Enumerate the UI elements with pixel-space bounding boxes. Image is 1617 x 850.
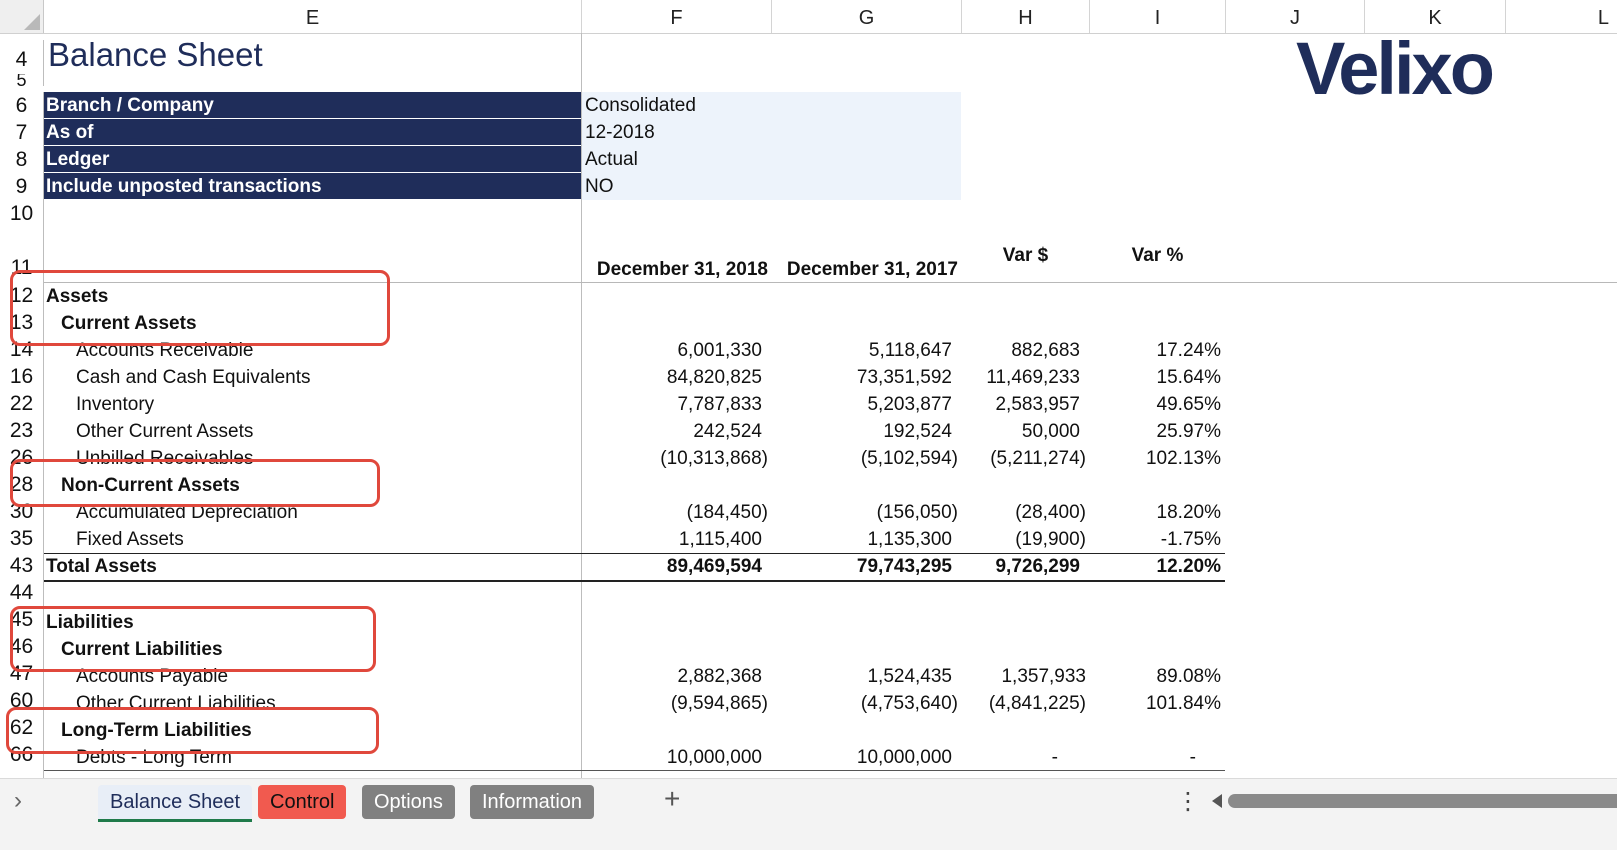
row-header[interactable]: 5 xyxy=(0,74,44,86)
row-header[interactable]: 66 xyxy=(0,741,44,768)
value-i: 25.97% xyxy=(1156,421,1221,442)
value-f: 6,001,330 xyxy=(677,340,762,361)
value-g: (5,102,594) xyxy=(860,448,958,469)
param-value-branch[interactable]: Consolidated xyxy=(582,92,961,119)
highlight-liabilities xyxy=(10,606,376,672)
value-g: 1,524,435 xyxy=(867,666,952,687)
column-header-f[interactable]: F xyxy=(582,0,772,33)
group-non-current-assets: Non-Current Assets xyxy=(61,475,240,496)
row-header[interactable]: 28 xyxy=(0,471,44,498)
header-dec-2017: December 31, 2017 xyxy=(786,259,958,280)
param-value-as-of[interactable]: 12-2018 xyxy=(582,119,961,146)
value-i: -1.75% xyxy=(1160,529,1221,550)
account-label: Accounts Payable xyxy=(76,666,229,687)
value-i: 49.65% xyxy=(1156,394,1221,415)
column-header-k[interactable]: K xyxy=(1365,0,1506,33)
row-header[interactable]: 12 xyxy=(0,282,44,309)
value-h: (19,900) xyxy=(1015,529,1086,550)
header-var-dollar: Var $ xyxy=(1002,245,1049,266)
value-f: 1,115,400 xyxy=(678,529,762,550)
column-header-e[interactable]: E xyxy=(44,0,582,33)
row-header[interactable]: 7 xyxy=(0,119,44,146)
row-header[interactable]: 44 xyxy=(0,579,44,606)
value-h: - xyxy=(1051,747,1058,768)
total-top-rule xyxy=(44,553,1225,554)
group-current-liabilities: Current Liabilities xyxy=(61,639,223,660)
tab-balance-sheet[interactable]: Balance Sheet xyxy=(98,785,252,822)
account-label: Other Current Assets xyxy=(76,421,254,442)
row-header[interactable]: 46 xyxy=(0,633,44,660)
account-label: Accounts Receivable xyxy=(76,340,254,361)
value-h: 882,683 xyxy=(1011,340,1080,361)
account-label: Fixed Assets xyxy=(76,529,184,550)
more-options-icon[interactable]: ⋮ xyxy=(1176,788,1200,815)
row-header[interactable]: 62 xyxy=(0,714,44,741)
scroll-left-icon[interactable] xyxy=(1212,794,1222,808)
value-f: 2,882,368 xyxy=(677,666,762,687)
page-title: Balance Sheet xyxy=(48,36,263,73)
select-all-corner[interactable] xyxy=(0,0,44,33)
row-header[interactable]: 14 xyxy=(0,336,44,363)
row-header[interactable]: 22 xyxy=(0,390,44,417)
value-i: 18.20% xyxy=(1156,502,1221,523)
value-g: (4,753,640) xyxy=(860,693,958,714)
value-i: 17.24% xyxy=(1156,340,1221,361)
velixo-logo: Velixo xyxy=(1296,27,1492,110)
row-header[interactable]: 47 xyxy=(0,660,44,687)
value-i: 89.08% xyxy=(1156,666,1221,687)
param-label-unposted: Include unposted transactions xyxy=(44,173,581,200)
row-header[interactable]: 45 xyxy=(0,606,44,633)
param-value-unposted[interactable]: NO xyxy=(582,173,961,200)
row-header[interactable]: 35 xyxy=(0,525,44,552)
value-h: 2,583,957 xyxy=(995,394,1080,415)
param-value-ledger[interactable]: Actual xyxy=(582,146,961,173)
account-label: Inventory xyxy=(76,394,155,415)
value-f: 10,000,000 xyxy=(666,747,762,768)
header-dec-2018: December 31, 2018 xyxy=(596,259,768,280)
value-g: 73,351,592 xyxy=(856,367,952,388)
column-header-l[interactable]: L xyxy=(1597,7,1609,29)
header-var-percent: Var % xyxy=(1131,245,1184,266)
tab-information[interactable]: Information xyxy=(470,785,594,819)
value-f: (10,313,868) xyxy=(660,448,768,469)
section-liabilities: Liabilities xyxy=(46,612,134,633)
row-header-partial[interactable] xyxy=(0,768,44,778)
value-i: - xyxy=(1189,747,1196,768)
row-header[interactable]: 16 xyxy=(0,363,44,390)
total-g: 79,743,295 xyxy=(856,556,952,577)
total-i: 12.20% xyxy=(1156,556,1221,577)
add-sheet-icon[interactable]: + xyxy=(664,783,681,814)
row-header[interactable]: 43 xyxy=(0,552,44,579)
row-header[interactable]: 11 xyxy=(0,227,44,282)
highlight-assets xyxy=(10,270,390,346)
value-h: 1,357,933 xyxy=(1001,666,1086,687)
column-header-g[interactable]: G xyxy=(772,0,962,33)
bottom-rule xyxy=(44,770,1225,771)
value-g: 192,524 xyxy=(883,421,952,442)
total-h: 9,726,299 xyxy=(995,556,1080,577)
param-label-branch: Branch / Company xyxy=(44,92,581,119)
value-h: (5,211,274) xyxy=(990,448,1086,469)
value-i: 102.13% xyxy=(1145,448,1221,469)
value-g: 5,118,647 xyxy=(868,340,952,361)
highlight-long-term-liabilities xyxy=(6,707,379,754)
value-g: 1,135,300 xyxy=(867,529,952,550)
account-label: Cash and Cash Equivalents xyxy=(76,367,311,388)
param-label-ledger: Ledger xyxy=(44,146,581,173)
highlight-non-current-assets xyxy=(10,459,380,507)
group-current-assets: Current Assets xyxy=(61,313,197,334)
section-assets: Assets xyxy=(46,286,109,307)
row-header[interactable]: 26 xyxy=(0,444,44,471)
row-header[interactable]: 30 xyxy=(0,498,44,525)
total-assets-label: Total Assets xyxy=(46,556,157,577)
value-f: (9,594,865) xyxy=(670,693,768,714)
group-long-term-liabilities: Long-Term Liabilities xyxy=(61,720,252,741)
row-header[interactable]: 9 xyxy=(0,173,44,200)
value-f: 7,787,833 xyxy=(677,394,762,415)
value-h: (28,400) xyxy=(1015,502,1086,523)
column-header-j[interactable]: J xyxy=(1226,0,1365,33)
column-header-i[interactable]: I xyxy=(1090,0,1226,33)
value-i: 101.84% xyxy=(1145,693,1221,714)
value-h: (4,841,225) xyxy=(988,693,1086,714)
scroll-right-icon[interactable]: › xyxy=(14,787,22,814)
row-header[interactable]: 4 xyxy=(0,40,44,74)
value-g: 5,203,877 xyxy=(867,394,952,415)
value-g: (156,050) xyxy=(876,502,958,523)
account-label: Other Current Liabilities xyxy=(76,693,276,714)
param-label-as-of: As of xyxy=(44,119,581,146)
value-f: (184,450) xyxy=(686,502,768,523)
row-header[interactable]: 23 xyxy=(0,417,44,444)
row-header[interactable]: 60 xyxy=(0,687,44,714)
tab-options[interactable]: Options xyxy=(362,785,455,819)
tab-control[interactable]: Control xyxy=(258,785,346,819)
column-header-h[interactable]: H xyxy=(962,0,1090,33)
value-f: 84,820,825 xyxy=(666,367,762,388)
account-label: Accumulated Depreciation xyxy=(76,502,298,523)
value-h: 11,469,233 xyxy=(986,367,1080,388)
account-label: Debts - Long Term xyxy=(76,747,232,768)
value-i: 15.64% xyxy=(1156,367,1221,388)
row-header[interactable]: 8 xyxy=(0,146,44,173)
value-g: 10,000,000 xyxy=(856,747,952,768)
sheet-tab-bar xyxy=(0,778,1617,850)
value-h: 50,000 xyxy=(1021,421,1080,442)
total-f: 89,469,594 xyxy=(666,556,762,577)
account-label: Unbilled Receivables xyxy=(76,448,254,469)
row-header[interactable]: 13 xyxy=(0,309,44,336)
row-header[interactable]: 10 xyxy=(0,200,44,227)
value-f: 242,524 xyxy=(693,421,762,442)
total-bottom-rule xyxy=(44,580,1225,582)
row-header[interactable]: 6 xyxy=(0,92,44,119)
horizontal-scrollbar[interactable] xyxy=(1228,794,1617,808)
